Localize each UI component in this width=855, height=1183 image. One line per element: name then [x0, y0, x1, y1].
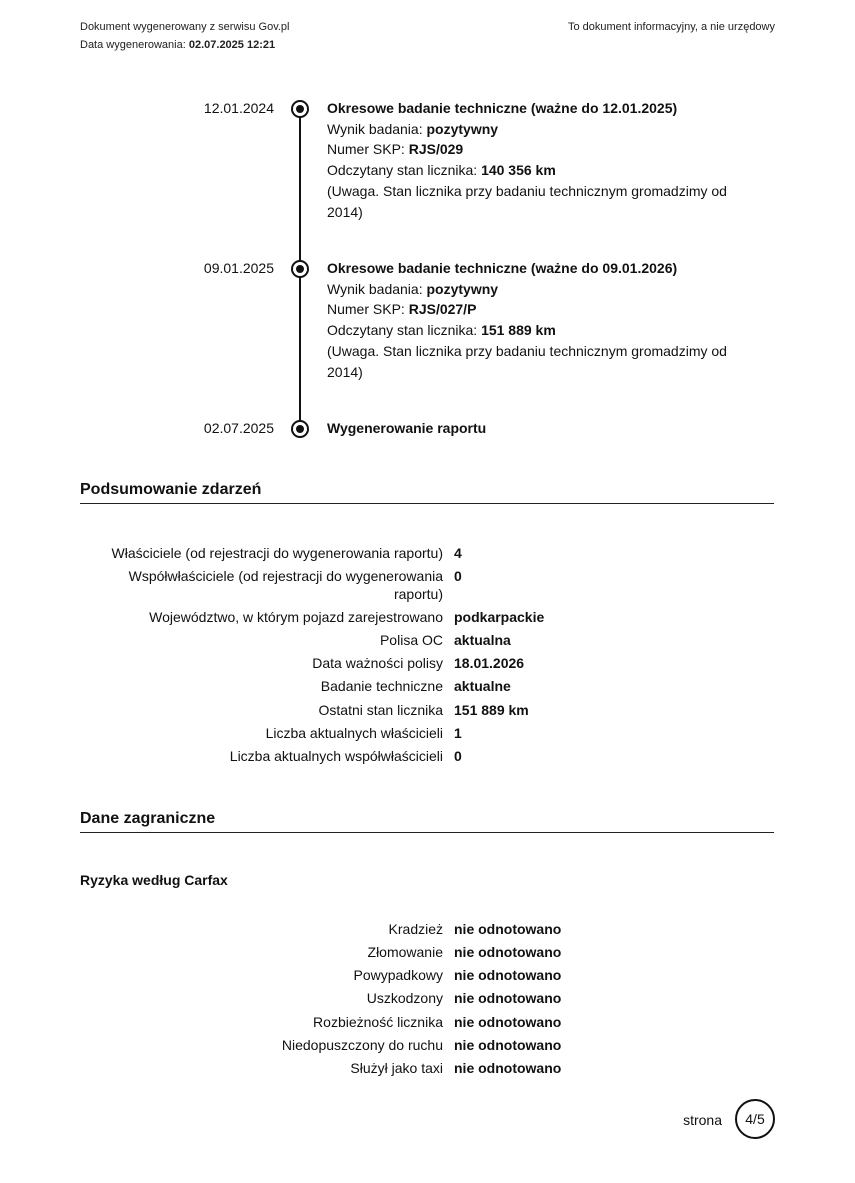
- carfax-subtitle: Ryzyka według Carfax: [80, 872, 228, 888]
- skp-value: RJS/027/P: [408, 301, 477, 318]
- summary-label: Data ważności polisy: [312, 655, 443, 671]
- document-header-left: [80, 18, 290, 54]
- section-title-summary: Podsumowanie zdarzeń: [80, 479, 774, 504]
- odometer-line: [327, 320, 747, 341]
- risk-value: nie odnotowano: [454, 967, 562, 983]
- summary-label: Polisa OC: [379, 632, 443, 648]
- summary-value: 0: [454, 748, 462, 764]
- skp-label: Numer SKP:: [327, 141, 405, 158]
- risk-label: Uszkodzony: [366, 990, 443, 1006]
- risk-label: Powypadkowy: [353, 967, 443, 983]
- generated-date-label: Data wygenerowania:: [80, 39, 186, 51]
- odometer-label: Odczytany stan licznika:: [327, 162, 478, 179]
- source-text: Dokument wygenerowany z serwisu Gov.pl: [80, 21, 290, 33]
- odometer-value: 151 889 km: [481, 322, 556, 339]
- risk-label: Kradzież: [388, 921, 443, 937]
- summary-label: Badanie techniczne: [320, 678, 443, 694]
- risk-label: Złomowanie: [367, 944, 443, 960]
- timeline-body: [327, 258, 747, 382]
- risk-label: Rozbieżność licznika: [313, 1014, 443, 1030]
- summary-value: 151 889 km: [454, 702, 529, 718]
- timeline-body: [327, 418, 747, 439]
- summary-label: Liczba aktualnych właścicieli: [265, 725, 443, 741]
- risk-label: Służył jako taxi: [350, 1060, 443, 1076]
- odometer-line: [327, 160, 747, 181]
- disclaimer: To dokument informacyjny, a nie urzędowy: [567, 21, 775, 33]
- summary-label: Liczba aktualnych współwłaścicieli: [229, 748, 443, 764]
- result-label: Wynik badania:: [327, 120, 423, 137]
- summary-value: 1: [454, 725, 462, 741]
- summary-value: 0: [454, 568, 462, 584]
- timeline-date: 12.01.2024: [203, 100, 274, 116]
- summary-value: aktualna: [454, 632, 511, 648]
- odometer-value: 140 356 km: [481, 162, 556, 179]
- result-value: pozytywny: [426, 280, 499, 297]
- timeline-dot-icon: [291, 260, 309, 278]
- risk-label: Niedopuszczony do ruchu: [281, 1037, 443, 1053]
- generated-date-value: 02.07.2025 12:21: [188, 39, 276, 51]
- skp-line: [327, 139, 747, 160]
- risk-value: nie odnotowano: [454, 921, 562, 937]
- result-line: [327, 279, 747, 300]
- section-title-foreign: Dane zagraniczne: [80, 808, 774, 833]
- result-value: pozytywny: [426, 120, 499, 137]
- timeline-date: 09.01.2025: [203, 260, 274, 276]
- page-label: strona: [683, 1112, 722, 1128]
- timeline-dot-icon: [291, 420, 309, 438]
- skp-value: RJS/029: [408, 141, 464, 158]
- summary-value: 18.01.2026: [454, 655, 525, 671]
- summary-value: aktualne: [454, 678, 511, 694]
- risk-value: nie odnotowano: [454, 1014, 562, 1030]
- summary-label: Właściciele (od rejestracji do wygenerowania raportu): [111, 545, 443, 561]
- odometer-note: (Uwaga. Stan licznika przy badaniu technicznym gromadzimy od 2014): [327, 342, 727, 380]
- timeline-title: Okresowe badanie techniczne (ważne do 09.01.2026): [327, 260, 678, 276]
- skp-label: Numer SKP:: [327, 301, 405, 318]
- summary-label: Współwłaściciele (od rejestracji do wygenerowania raportu): [128, 568, 443, 602]
- result-line: [327, 119, 747, 140]
- summary-value: podkarpackie: [454, 609, 545, 625]
- risk-value: nie odnotowano: [454, 944, 562, 960]
- timeline-date: 02.07.2025: [203, 420, 274, 436]
- timeline-body: [327, 98, 747, 222]
- page-number: 4/5: [735, 1099, 775, 1139]
- timeline-title: Wygenerowanie raportu: [327, 420, 487, 436]
- odometer-note: (Uwaga. Stan licznika przy badaniu technicznym gromadzimy od 2014): [327, 182, 727, 220]
- risk-value: nie odnotowano: [454, 1037, 562, 1053]
- timeline-dot-icon: [291, 100, 309, 118]
- result-label: Wynik badania:: [327, 280, 423, 297]
- summary-label: Ostatni stan licznika: [318, 702, 443, 718]
- risk-value: nie odnotowano: [454, 990, 562, 1006]
- timeline-title: Okresowe badanie techniczne (ważne do 12.01.2025): [327, 100, 678, 116]
- summary-value: 4: [454, 545, 462, 561]
- odometer-label: Odczytany stan licznika:: [327, 322, 478, 339]
- skp-line: [327, 299, 747, 320]
- risk-value: nie odnotowano: [454, 1060, 562, 1076]
- summary-label: Województwo, w którym pojazd zarejestrowano: [149, 609, 443, 625]
- generated-date-line: [80, 36, 290, 54]
